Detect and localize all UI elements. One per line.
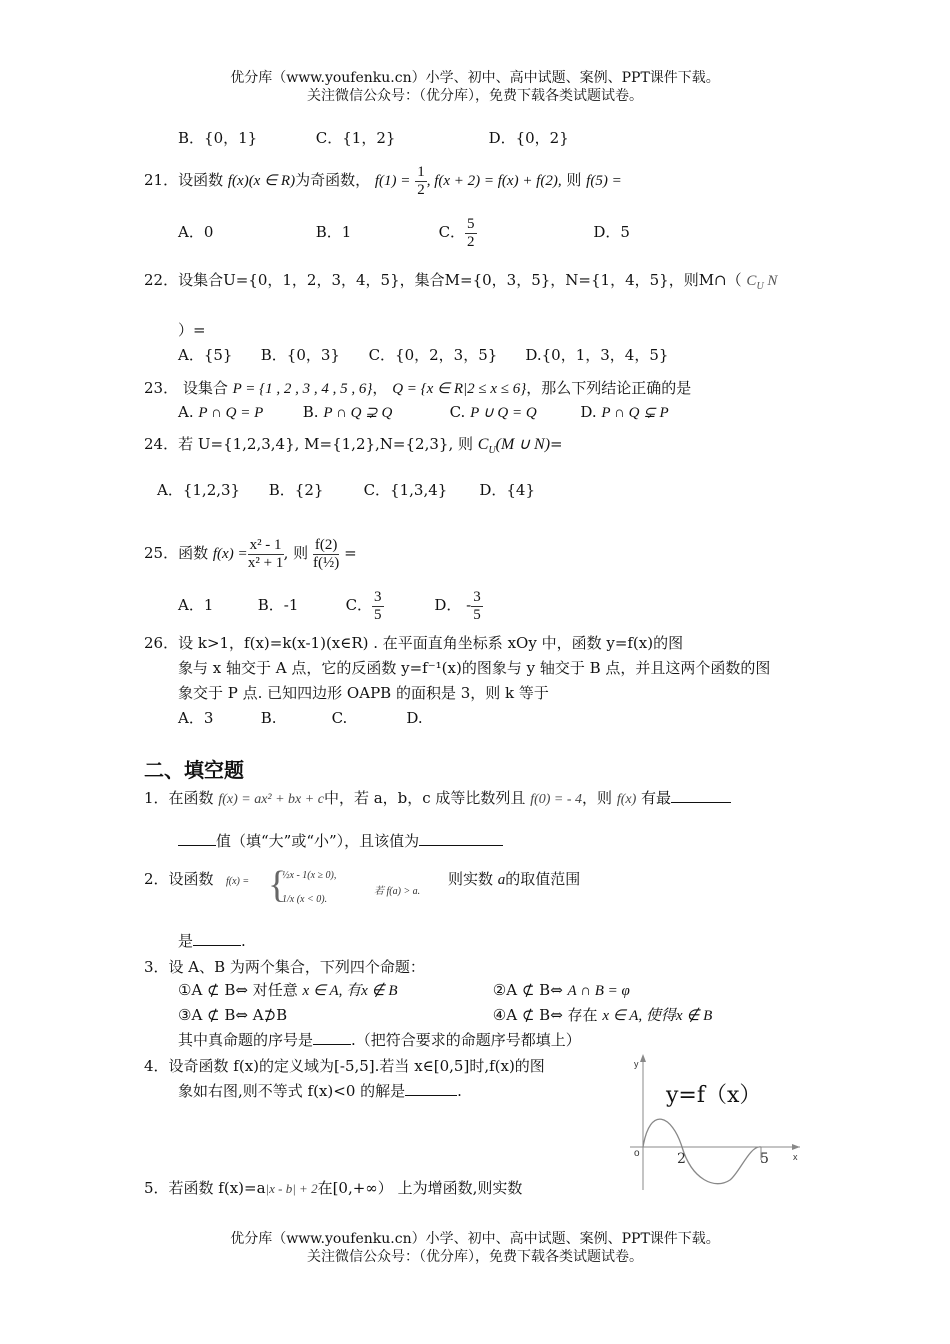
q21-half (415, 164, 427, 199)
fill-1-line-2 (178, 831, 503, 851)
graph-function-label: y=f（x） (666, 1083, 762, 1108)
q23-option-d: D. P ∩ Q ⊊ P (580, 403, 669, 421)
q21-func: f(x)(x ∈ R) (227, 173, 296, 189)
q24-stem: 24．若 U={1,2,3,4}, M={1,2},N={2,3}, 则 (144, 435, 473, 453)
fill4-line-1: 4．设奇函数 f(x)的定义域为[-5,5].若当 x∈[0,5]时,f(x)的图 (144, 1057, 545, 1075)
question-24 (144, 434, 563, 461)
q24-option-c: C．{1,3,4} (363, 481, 448, 499)
graph-y-label: y (634, 1059, 639, 1069)
fill1-mid: 中，若 a，b，c 成等比数列且 (323, 789, 526, 807)
q25-ratio (313, 537, 340, 572)
q21-stem: 21．设函数 (144, 171, 224, 189)
q25-num2: f(2) (314, 536, 338, 553)
fill3-blank[interactable] (313, 1044, 351, 1045)
q25-stem: 25．函数 (144, 544, 209, 562)
fill3-intro: 3．设 A、B 为两个集合，下列四个命题： (144, 958, 425, 976)
fill5-expr: |x - b| + 2 (265, 1181, 318, 1196)
q25-option-c: C． $\frac{3}{5}$ (345, 588, 382, 623)
fill2-range: 的取值范围 (505, 870, 581, 888)
q21-option-d: D．5 (593, 223, 630, 241)
fill1-stem: 1．在函数 (144, 789, 214, 807)
q23-set-q: Q = {x ∈ R|2 ≤ x ≤ 6} (392, 381, 527, 397)
q21-then: 则 (566, 171, 582, 189)
graph-origin-label: o (634, 1148, 640, 1159)
fill3-prop-4: ④A ⊄ B⇔ 存在 x ∈ A, 使得x ∉ B (492, 1006, 713, 1024)
fill4-blank[interactable] (405, 1095, 457, 1096)
graph-tick-2-label: 2 (677, 1151, 686, 1167)
q25-frac (248, 537, 284, 572)
q25-num: x² - 1 (249, 536, 282, 553)
q26-option-d: D. (406, 709, 423, 727)
q22-option-b: B．{0，3} (260, 346, 340, 364)
fill3-tail: 其中真命题的序号是 .（把符合要求的命题序号都填上） (178, 1031, 581, 1049)
graph-x-label: x (793, 1152, 798, 1162)
fill1-tail: 有最 (641, 789, 672, 807)
footer-line-1: 优分库（www.youfenku.cn）小学、初中、高中试题、案例、PPT课件下载。 (230, 1231, 720, 1247)
q26-line-1: 26．设 k>1，f(x)=k(x-1)(x∈R) . 在平面直角坐标系 xOy 中，函数 y=f(x)的图 (144, 634, 684, 652)
q22-option-d: D.{0，1，3，4，5} (525, 346, 669, 364)
header-line-1: 优分库（www.youfenku.cn）小学、初中、高中试题、案例、PPT课件下载。 (230, 70, 720, 86)
fill1-func: f(x) = ax² + bx + c (218, 792, 324, 807)
q22-complement: $C_U$ N (746, 273, 778, 292)
q25-option-a: A．1 (178, 596, 214, 614)
fill1-line2: 值（填“大”或“小”），且该值为 (216, 832, 420, 850)
fill2-piecewise (226, 862, 450, 916)
q24-option-a: A．{1,2,3} (157, 481, 241, 499)
question-22 (144, 270, 777, 297)
q26-line-3: 象交于 P 点. 已知四边形 OAPB 的面积是 3，则 k 等于 (178, 684, 549, 702)
q21-options (178, 210, 630, 254)
fill3-prop-1: ①A ⊄ B⇔ 对任意 x ∈ A, 有x ∉ B (178, 981, 398, 999)
fill-2-line-2: 是 . (178, 932, 246, 950)
q26-options (178, 708, 423, 728)
fill2-blank[interactable] (193, 945, 241, 946)
graph-x-arrow (792, 1144, 800, 1150)
q23-set-p: P = {1 , 2 , 3 , 4 , 5 , 6} (232, 381, 373, 397)
fill4-line-2: 象如右图,则不等式 f(x)<0 的解是 . (178, 1082, 462, 1100)
q21-c-den: 2 (467, 233, 475, 250)
fill2-brace: { (268, 864, 287, 906)
fill2-case-1: ½x - 1(x ≥ 0), (282, 870, 337, 881)
q23-option-c: C. P ∪ Q = Q (449, 403, 537, 421)
q22-option-a: A．{5} (178, 346, 233, 364)
q23-option-b: B. P ∩ Q ⊋ Q (302, 403, 393, 421)
fill-2 (144, 869, 214, 889)
q21-option-b: B．1 (315, 223, 352, 241)
q20-option-b: B．{0，1} (178, 129, 258, 147)
q23-option-a: A. P ∩ Q = P (178, 403, 264, 421)
q21-half-den: 2 (417, 181, 425, 198)
q21-f1: f(1) = (374, 173, 411, 189)
fill1-f0: f(0) = - 4 (530, 792, 583, 807)
q25-eq: = (344, 544, 357, 562)
q21-c-num: 5 (467, 215, 475, 232)
fill3-prop-3: ③A ⊄ B⇔ A⊅B (178, 1006, 288, 1024)
fill1-blank-b[interactable] (178, 845, 216, 846)
q25-options (178, 584, 483, 626)
q21-option-a: A．0 (178, 223, 214, 241)
q25-fx: f(x) = (212, 546, 248, 562)
q25-den: x² + 1 (247, 554, 284, 571)
fill5-tail: 在[0,+∞） 上为增函数,则实数 (317, 1179, 523, 1197)
q26-option-b: B. (260, 709, 277, 727)
fill2-fx: f(x) = (226, 876, 250, 887)
q21-fx2: , f(x + 2) = f(x) + f(2), (426, 173, 562, 189)
fill1-blank-c[interactable] (419, 845, 503, 846)
q25-d-frac: $\frac{3}{5}$ (473, 588, 481, 623)
fill-2-tail (448, 869, 580, 890)
q25-option-d: D． - $\frac{3}{5}$ (434, 588, 481, 623)
q23-options (178, 402, 669, 423)
q21-option-c (439, 210, 589, 254)
question-23: 23． 设集合 P = {1 , 2 , 3 , 4 , 5 , 6}， Q = {x ∈ R|2 ≤ x ≤ 6}，那么下列结论正确的是 (144, 379, 692, 397)
fill1-then: ，则 (582, 789, 613, 807)
fill3-prop-2: ②A ⊄ B⇔ A ∩ B = φ (492, 981, 630, 999)
fill1-fx: f(x) (616, 792, 637, 807)
q24-expr: $C_U(M$ ∪ N) (477, 436, 551, 457)
fill3-row-1 (178, 980, 630, 1001)
q20-option-d: D．{0，2} (488, 129, 569, 147)
q24-option-d: D．{4} (479, 481, 536, 499)
q25-c-frac: $\frac{3}{5}$ (374, 588, 382, 623)
fill-1 (144, 783, 731, 813)
q22-option-c: C．{0，2，3，5} (368, 346, 498, 364)
q22-options (178, 345, 668, 365)
q21-mid: 为奇函数， (295, 171, 371, 189)
q20-options (178, 128, 569, 148)
q26-line-2: 象与 x 轴交于 A 点，它的反函数 y=f⁻¹(x)的图象与 y 轴交于 B 点，并且这两个函数的图 (178, 659, 771, 677)
footer-line-2: 关注微信公众号：（优分库），免费下载各类试题试卷。 (307, 1249, 643, 1265)
fill2-case-2: 1/x (x < 0). (282, 894, 328, 905)
q26-option-c: C. (331, 709, 348, 727)
fill2-var: a (497, 872, 506, 888)
q22-stem: 22．设集合U={0，1，2，3，4，5}，集合M={0，3，5}，N={1，4，5}，则M∩（ (144, 271, 742, 289)
q20-option-c: C．{1，2} (315, 129, 396, 147)
q24-option-b: B．{2} (268, 481, 324, 499)
fill-5 (144, 1178, 522, 1199)
fill2-stem: 2．设函数 (144, 870, 214, 888)
q21-half-num: 1 (417, 163, 425, 180)
q24-eq: = (550, 435, 563, 453)
function-graph (600, 1050, 810, 1195)
q23-stem: 23． 设集合 (144, 379, 228, 397)
fill1-blank-a[interactable] (671, 802, 731, 803)
graph-tick-5-label: 5 (760, 1151, 769, 1167)
fill2-cond: 若 f(a) > a. (374, 886, 421, 897)
section-title: 二、填空题 (144, 758, 244, 782)
fill5-stem: 5．若函数 f(x)=a (144, 1179, 266, 1197)
q21-f5: f(5) = (586, 173, 622, 189)
q25-option-b: B．-1 (257, 596, 299, 614)
question-21 (144, 160, 622, 200)
fill2-shi: 是 (178, 932, 194, 950)
header-line-2: 关注微信公众号：（优分库），免费下载各类试题试卷。 (307, 88, 643, 104)
q25-den2: f(½) (313, 554, 340, 571)
q21-option-c-frac (465, 216, 477, 251)
graph-curve (643, 1119, 761, 1184)
q25-then: , 则 (283, 544, 309, 562)
q22-close: ）= (178, 321, 206, 339)
fill2-then: 则实数 (448, 870, 494, 888)
q26-option-a: A．3 (178, 709, 214, 727)
q24-options (157, 480, 535, 500)
q21-option-c-label: C． (438, 223, 466, 241)
graph-y-arrow (640, 1054, 646, 1062)
fill3-row-2 (178, 1005, 712, 1026)
q23-tail: ，那么下列结论正确的是 (526, 379, 692, 397)
question-25 (144, 528, 357, 578)
